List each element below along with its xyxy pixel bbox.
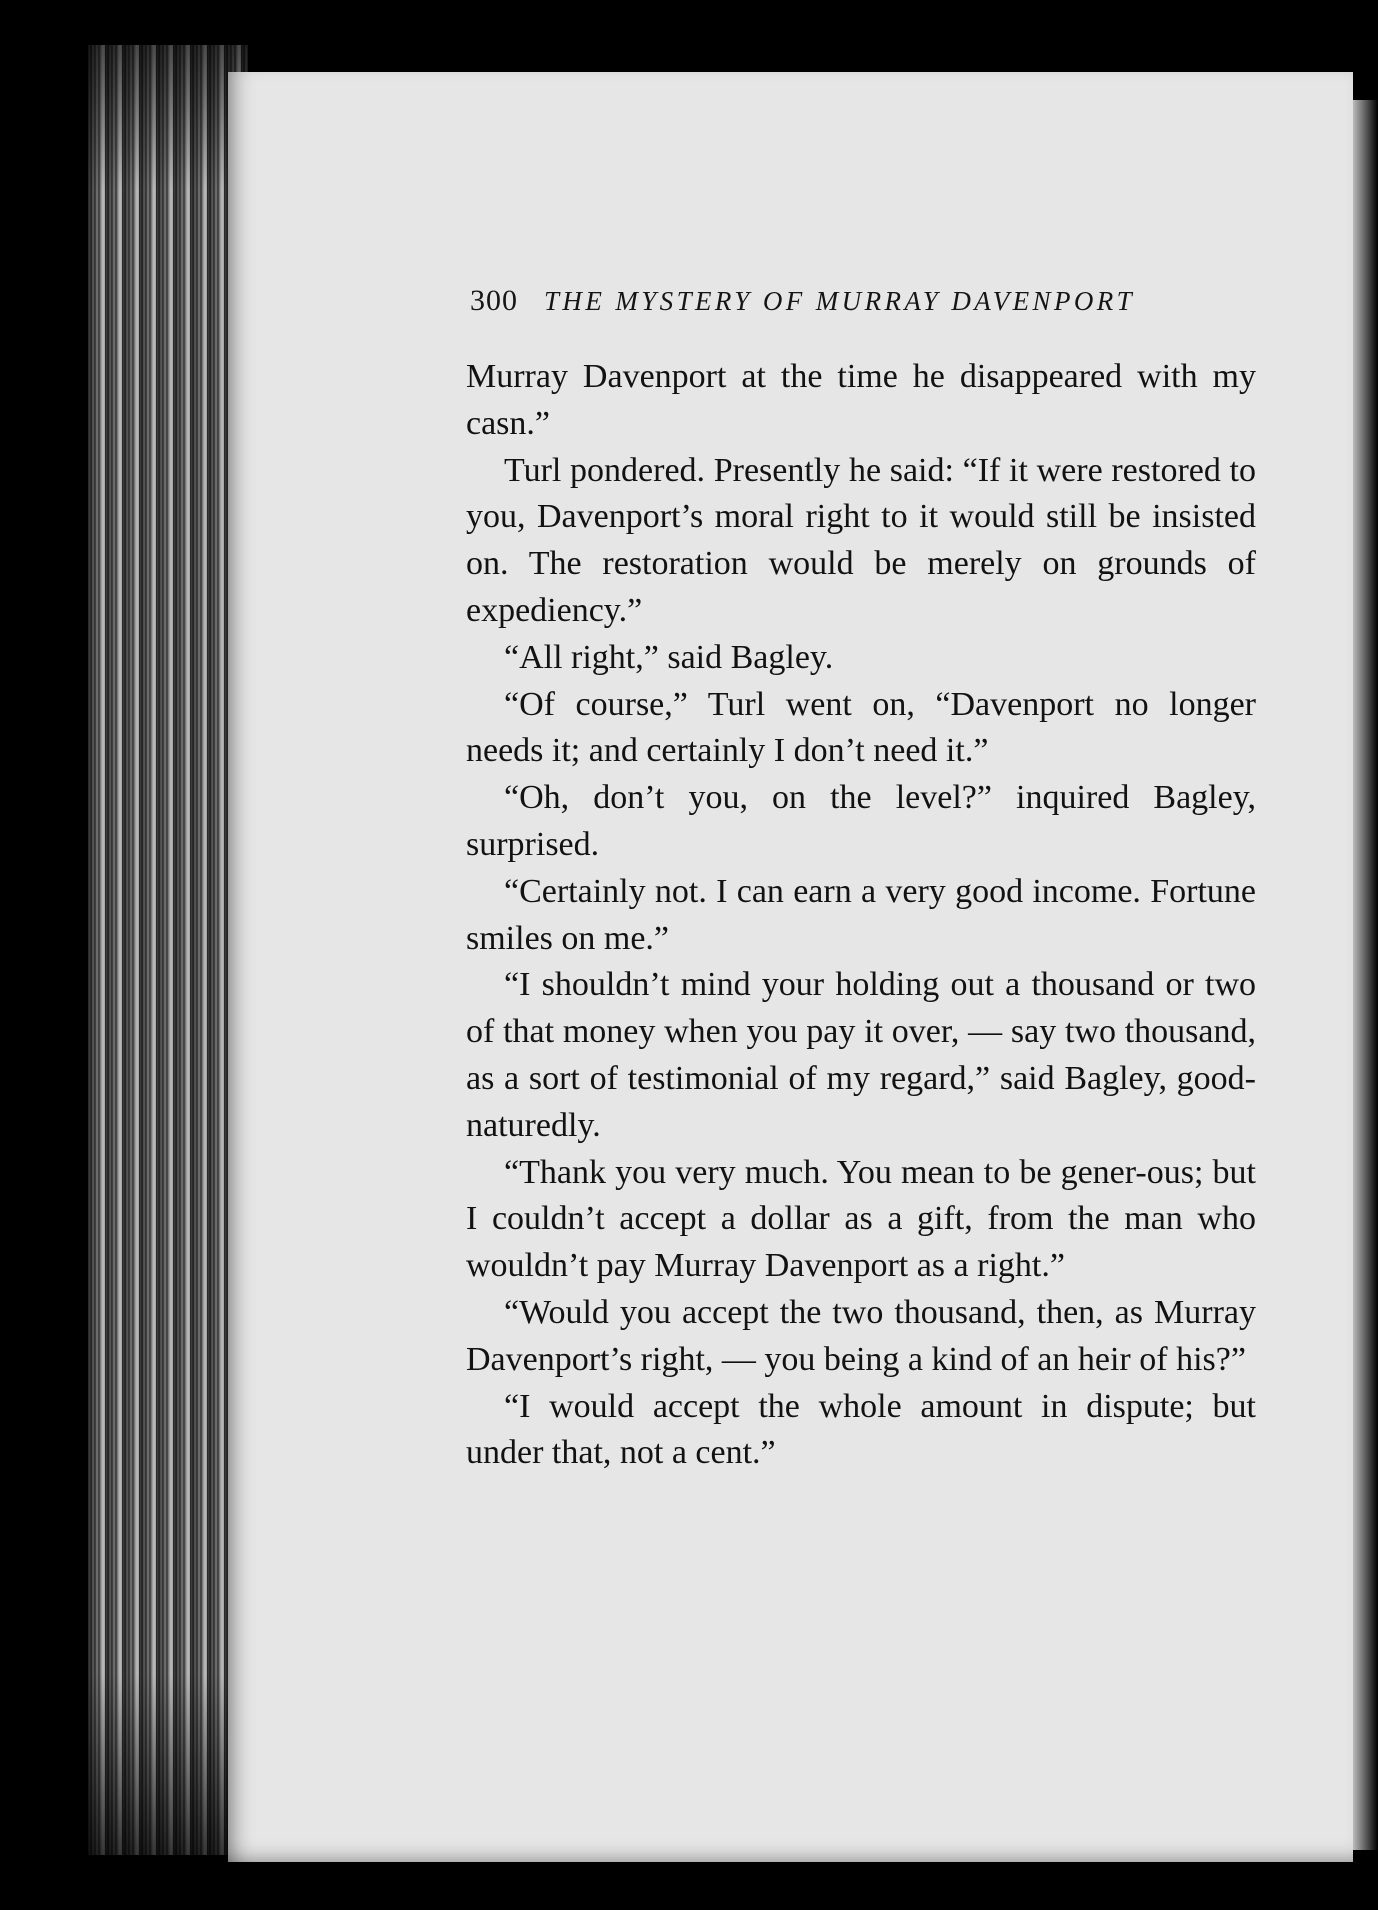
- paragraph: Turl pondered. Presently he said: “If it were restored to you, Davenport’s moral right to it would still be insisted on. The restoration would be merely on grounds of expediency.”: [466, 451, 1256, 629]
- paragraph: “Oh, don’t you, on the level?” inquired Bagley, surprised.: [466, 779, 1256, 863]
- paragraph: “Would you accept the two thousand, then, as Murray Davenport’s right, — you being a kind of an heir of his?”: [466, 1293, 1256, 1378]
- paragraph: Murray Davenport at the time he disappeared with my casn.”: [466, 358, 1256, 442]
- running-head-title: THE MYSTERY OF MURRAY DAVENPORT: [544, 286, 1136, 316]
- paragraph: “Certainly not. I can earn a very good income. Fortune smiles on me.”: [466, 872, 1256, 957]
- paragraph: “I shouldn’t mind your holding out a thousand or two of that money when you pay it over, — say two thousand, as a sort of testimonial of my regard,” said Bagley, good-naturedly.: [466, 966, 1256, 1144]
- page-number: 300: [470, 284, 518, 317]
- paragraph: “Of course,” Turl went on, “Davenport no longer needs it; and certainly I don’t need it.”: [466, 685, 1256, 770]
- running-head: [470, 284, 1230, 324]
- paragraph: “All right,” said Bagley.: [504, 638, 834, 676]
- body-text: [466, 354, 1256, 1477]
- book-page-edges: [88, 45, 248, 1855]
- page-right-shadow: [1353, 100, 1378, 1850]
- paragraph: “Thank you very much. You mean to be gener-ous; but I couldn’t accept a dollar as a gift, from the man who wouldn’t pay Murray Davenport as a right.”: [466, 1153, 1256, 1285]
- paragraph: “I would accept the whole amount in dispute; but under that, not a cent.”: [466, 1387, 1256, 1472]
